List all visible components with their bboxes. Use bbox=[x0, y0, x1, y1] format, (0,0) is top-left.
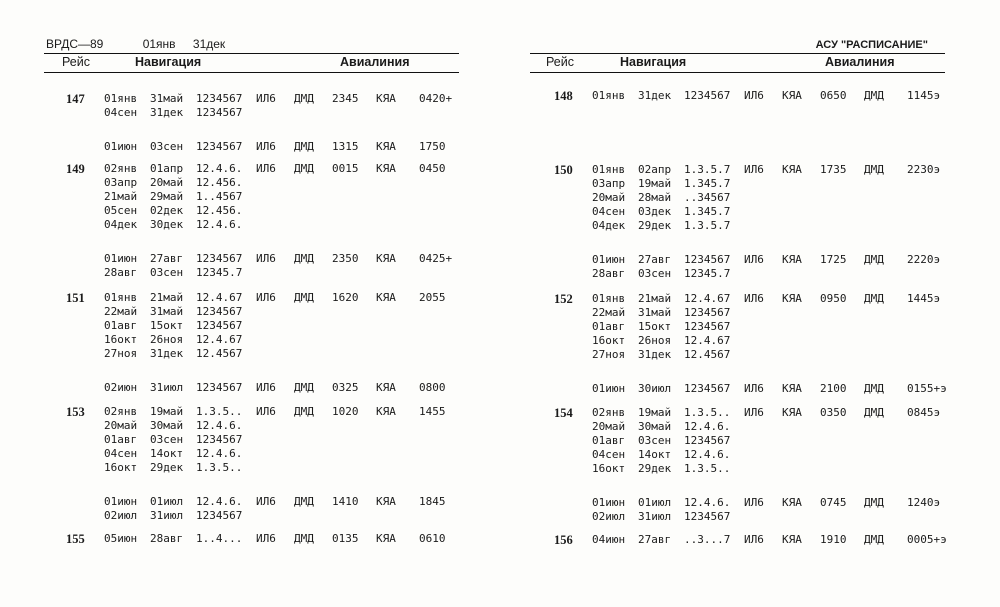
cell-to: 14окт bbox=[150, 447, 184, 460]
cell-t2: 1145э bbox=[907, 89, 941, 102]
cell-days: 12.4.6. bbox=[196, 495, 243, 508]
cell-ac: ИЛ6 bbox=[256, 252, 276, 265]
cell-t1: 0135 bbox=[332, 532, 359, 545]
cell-t2: 0845э bbox=[907, 406, 941, 419]
cell-days: 1234567 bbox=[196, 319, 243, 332]
cell-to: 19май bbox=[638, 177, 672, 190]
cell-from: 04сен bbox=[104, 106, 138, 119]
cell-to: 27авг bbox=[638, 533, 672, 546]
flight-number: 147 bbox=[66, 92, 85, 106]
cell-ac: ИЛ6 bbox=[256, 140, 276, 153]
cell-ac: ИЛ6 bbox=[744, 382, 764, 395]
col-navigation: Навигация bbox=[135, 55, 202, 69]
cell-from: 04дек bbox=[592, 219, 626, 232]
cell-t1: 1315 bbox=[332, 140, 359, 153]
cell-a1: КЯА bbox=[782, 533, 802, 546]
cell-to: 29май bbox=[150, 190, 184, 203]
header-rule-bottom bbox=[530, 72, 945, 73]
cell-from: 04сен bbox=[592, 205, 626, 218]
cell-days: 12.4.6. bbox=[196, 218, 243, 231]
cell-days: 1..4567 bbox=[196, 190, 243, 203]
cell-days: 12.4.6. bbox=[684, 420, 731, 433]
cell-from: 02июн bbox=[104, 381, 138, 394]
cell-days: 12.456. bbox=[196, 176, 243, 189]
cell-to: 03сен bbox=[150, 433, 184, 446]
cell-from: 01янв bbox=[592, 163, 626, 176]
cell-t2: 2220э bbox=[907, 253, 941, 266]
cell-from: 05сен bbox=[104, 204, 138, 217]
cell-t1: 1020 bbox=[332, 405, 359, 418]
cell-from: 01авг bbox=[104, 319, 138, 332]
cell-a1: КЯА bbox=[782, 253, 802, 266]
period-to: 31дек bbox=[192, 37, 226, 51]
cell-from: 27ноя bbox=[592, 348, 626, 361]
cell-to: 03дек bbox=[638, 205, 672, 218]
header-rule-top bbox=[530, 53, 945, 54]
cell-t2: 1240э bbox=[907, 496, 941, 509]
cell-days: 1234567 bbox=[196, 305, 243, 318]
cell-t1: 0350 bbox=[820, 406, 847, 419]
cell-from: 22май bbox=[104, 305, 138, 318]
cell-days: 1234567 bbox=[196, 92, 243, 105]
cell-to: 30май bbox=[638, 420, 672, 433]
cell-to: 30дек bbox=[150, 218, 184, 231]
cell-ac: ИЛ6 bbox=[744, 292, 764, 305]
cell-days: 1234567 bbox=[196, 381, 243, 394]
cell-t1: 0650 bbox=[820, 89, 847, 102]
cell-ac: ИЛ6 bbox=[256, 92, 276, 105]
cell-days: 1.3.5.. bbox=[684, 406, 731, 419]
cell-from: 20май bbox=[592, 420, 626, 433]
cell-t1: 1725 bbox=[820, 253, 847, 266]
cell-a1: КЯА bbox=[782, 382, 802, 395]
cell-to: 01апр bbox=[150, 162, 184, 175]
cell-from: 04сен bbox=[104, 447, 138, 460]
cell-from: 01июн bbox=[592, 496, 626, 509]
cell-to: 03сен bbox=[638, 434, 672, 447]
cell-days: 1234567 bbox=[196, 509, 243, 522]
cell-a1: ДМД bbox=[294, 291, 314, 304]
cell-t2: 0420+ bbox=[419, 92, 453, 105]
cell-from: 01янв bbox=[592, 89, 626, 102]
cell-to: 14окт bbox=[638, 448, 672, 461]
cell-days: 12.4.6. bbox=[196, 419, 243, 432]
cell-t2: 0155+э bbox=[907, 382, 947, 395]
cell-from: 01авг bbox=[592, 320, 626, 333]
cell-a2: КЯА bbox=[376, 381, 396, 394]
cell-to: 31май bbox=[150, 92, 184, 105]
cell-days: 1.3.5.. bbox=[684, 462, 731, 475]
cell-ac: ИЛ6 bbox=[256, 405, 276, 418]
cell-to: 01июл bbox=[150, 495, 184, 508]
cell-from: 04сен bbox=[592, 448, 626, 461]
cell-days: 12.4.67 bbox=[196, 333, 243, 346]
cell-t2: 0450 bbox=[419, 162, 446, 175]
cell-to: 02дек bbox=[150, 204, 184, 217]
cell-a1: КЯА bbox=[782, 89, 802, 102]
cell-a1: КЯА bbox=[782, 292, 802, 305]
cell-a2: КЯА bbox=[376, 252, 396, 265]
cell-days: 1.345.7 bbox=[684, 177, 731, 190]
cell-from: 03апр bbox=[104, 176, 138, 189]
cell-t1: 2350 bbox=[332, 252, 359, 265]
cell-t1: 0745 bbox=[820, 496, 847, 509]
cell-to: 29дек bbox=[638, 219, 672, 232]
cell-a1: ДМД bbox=[294, 532, 314, 545]
cell-days: 1234567 bbox=[196, 140, 243, 153]
cell-t2: 0610 bbox=[419, 532, 446, 545]
cell-a2: ДМД bbox=[864, 89, 884, 102]
cell-ac: ИЛ6 bbox=[256, 381, 276, 394]
cell-ac: ИЛ6 bbox=[744, 406, 764, 419]
cell-to: 30июл bbox=[638, 382, 672, 395]
cell-ac: ИЛ6 bbox=[256, 291, 276, 304]
cell-a2: ДМД bbox=[864, 382, 884, 395]
cell-a1: ДМД bbox=[294, 92, 314, 105]
cell-a2: ДМД bbox=[864, 533, 884, 546]
cell-a1: ДМД bbox=[294, 381, 314, 394]
cell-days: 1.3.5.. bbox=[196, 405, 243, 418]
cell-from: 04июн bbox=[592, 533, 626, 546]
cell-t1: 2100 bbox=[820, 382, 847, 395]
cell-to: 15окт bbox=[638, 320, 672, 333]
cell-a1: КЯА bbox=[782, 496, 802, 509]
cell-to: 31июл bbox=[150, 381, 184, 394]
cell-from: 01янв bbox=[104, 92, 138, 105]
cell-t1: 0950 bbox=[820, 292, 847, 305]
col-airline: Авиалиния bbox=[825, 55, 895, 69]
cell-to: 31дек bbox=[150, 347, 184, 360]
cell-from: 01янв bbox=[104, 291, 138, 304]
cell-t2: 1445э bbox=[907, 292, 941, 305]
cell-from: 01янв bbox=[592, 292, 626, 305]
cell-to: 28май bbox=[638, 191, 672, 204]
cell-days: 1234567 bbox=[684, 320, 731, 333]
cell-to: 26ноя bbox=[638, 334, 672, 347]
header-rule-bottom bbox=[44, 72, 459, 73]
cell-from: 01июн bbox=[592, 253, 626, 266]
cell-days: 12.4.67 bbox=[684, 334, 731, 347]
flight-number: 150 bbox=[554, 163, 573, 177]
right-page bbox=[500, 0, 1000, 607]
cell-days: 1234567 bbox=[684, 306, 731, 319]
cell-days: ..34567 bbox=[684, 191, 731, 204]
flight-number: 153 bbox=[66, 405, 85, 419]
cell-days: 1234567 bbox=[684, 434, 731, 447]
cell-a2: ДМД bbox=[864, 406, 884, 419]
cell-to: 29дек bbox=[150, 461, 184, 474]
cell-days: 1.3.5.. bbox=[196, 461, 243, 474]
cell-days: 12.4.6. bbox=[196, 447, 243, 460]
cell-to: 03сен bbox=[150, 140, 184, 153]
cell-to: 27авг bbox=[638, 253, 672, 266]
cell-days: 12.4.6. bbox=[684, 496, 731, 509]
cell-to: 31май bbox=[638, 306, 672, 319]
cell-a2: КЯА bbox=[376, 291, 396, 304]
cell-t2: 1845 bbox=[419, 495, 446, 508]
cell-days: 12345.7 bbox=[196, 266, 243, 279]
schedule-code: ВРДС—89 bbox=[46, 37, 104, 51]
cell-days: 12.456. bbox=[196, 204, 243, 217]
cell-from: 28авг bbox=[592, 267, 626, 280]
cell-days: 1234567 bbox=[684, 510, 731, 523]
cell-t1: 1410 bbox=[332, 495, 359, 508]
cell-t1: 1910 bbox=[820, 533, 847, 546]
system-title: АСУ "РАСПИСАНИЕ" bbox=[815, 39, 928, 51]
cell-from: 16окт bbox=[104, 461, 138, 474]
cell-days: 1234567 bbox=[196, 252, 243, 265]
cell-from: 27ноя bbox=[104, 347, 138, 360]
cell-to: 21май bbox=[150, 291, 184, 304]
cell-from: 02янв bbox=[592, 406, 626, 419]
cell-to: 28авг bbox=[150, 532, 184, 545]
cell-from: 01авг bbox=[592, 434, 626, 447]
cell-a2: КЯА bbox=[376, 495, 396, 508]
cell-a2: ДМД bbox=[864, 253, 884, 266]
header-rule-top bbox=[44, 53, 459, 54]
cell-to: 20май bbox=[150, 176, 184, 189]
cell-to: 19май bbox=[150, 405, 184, 418]
cell-days: 1234567 bbox=[684, 89, 731, 102]
cell-days: ..3...7 bbox=[684, 533, 731, 546]
cell-a2: ДМД bbox=[864, 292, 884, 305]
cell-a2: КЯА bbox=[376, 532, 396, 545]
cell-from: 02янв bbox=[104, 405, 138, 418]
flight-number: 156 bbox=[554, 533, 573, 547]
cell-t2: 0425+ bbox=[419, 252, 453, 265]
cell-a2: ДМД bbox=[864, 163, 884, 176]
cell-from: 01июн bbox=[104, 140, 138, 153]
cell-to: 29дек bbox=[638, 462, 672, 475]
cell-t2: 2230э bbox=[907, 163, 941, 176]
cell-from: 04дек bbox=[104, 218, 138, 231]
cell-days: 1.3.5.7 bbox=[684, 219, 731, 232]
cell-ac: ИЛ6 bbox=[744, 253, 764, 266]
cell-ac: ИЛ6 bbox=[256, 162, 276, 175]
cell-t1: 0325 bbox=[332, 381, 359, 394]
cell-days: 1234567 bbox=[196, 106, 243, 119]
cell-to: 01июл bbox=[638, 496, 672, 509]
right-header bbox=[816, 37, 942, 51]
cell-to: 31май bbox=[150, 305, 184, 318]
cell-days: 12.4.6. bbox=[684, 448, 731, 461]
flight-number: 154 bbox=[554, 406, 573, 420]
cell-days: 12.4.67 bbox=[196, 291, 243, 304]
col-flight: Рейс bbox=[62, 55, 90, 69]
cell-from: 16окт bbox=[104, 333, 138, 346]
cell-a2: ДМД bbox=[864, 496, 884, 509]
cell-to: 02апр bbox=[638, 163, 672, 176]
cell-ac: ИЛ6 bbox=[744, 496, 764, 509]
cell-days: 12.4567 bbox=[684, 348, 731, 361]
cell-from: 01июн bbox=[104, 495, 138, 508]
cell-days: 1234567 bbox=[196, 433, 243, 446]
cell-to: 15окт bbox=[150, 319, 184, 332]
cell-from: 20май bbox=[592, 191, 626, 204]
cell-a2: КЯА bbox=[376, 140, 396, 153]
cell-to: 03сен bbox=[150, 266, 184, 279]
cell-from: 01июн bbox=[592, 382, 626, 395]
cell-to: 31дек bbox=[150, 106, 184, 119]
cell-from: 22май bbox=[592, 306, 626, 319]
cell-a1: ДМД bbox=[294, 405, 314, 418]
cell-to: 31июл bbox=[638, 510, 672, 523]
cell-t2: 0005+э bbox=[907, 533, 947, 546]
cell-from: 05июн bbox=[104, 532, 138, 545]
cell-days: 1234567 bbox=[684, 382, 731, 395]
flight-number: 151 bbox=[66, 291, 85, 305]
cell-a1: КЯА bbox=[782, 406, 802, 419]
col-airline: Авиалиния bbox=[340, 55, 410, 69]
cell-to: 31июл bbox=[150, 509, 184, 522]
cell-days: 12345.7 bbox=[684, 267, 731, 280]
cell-days: 1.345.7 bbox=[684, 205, 731, 218]
flight-number: 149 bbox=[66, 162, 85, 176]
cell-days: 12.4.6. bbox=[196, 162, 243, 175]
cell-from: 02янв bbox=[104, 162, 138, 175]
cell-t2: 1455 bbox=[419, 405, 446, 418]
cell-t1: 0015 bbox=[332, 162, 359, 175]
cell-a1: ДМД bbox=[294, 495, 314, 508]
cell-a2: КЯА bbox=[376, 162, 396, 175]
cell-ac: ИЛ6 bbox=[744, 533, 764, 546]
cell-from: 01июн bbox=[104, 252, 138, 265]
col-navigation: Навигация bbox=[620, 55, 687, 69]
cell-to: 26ноя bbox=[150, 333, 184, 346]
cell-a2: КЯА bbox=[376, 405, 396, 418]
cell-to: 31дек bbox=[638, 89, 672, 102]
cell-t1: 1620 bbox=[332, 291, 359, 304]
cell-from: 01авг bbox=[104, 433, 138, 446]
cell-from: 28авг bbox=[104, 266, 138, 279]
cell-from: 16окт bbox=[592, 462, 626, 475]
flight-number: 152 bbox=[554, 292, 573, 306]
cell-t1: 2345 bbox=[332, 92, 359, 105]
cell-t2: 0800 bbox=[419, 381, 446, 394]
cell-from: 20май bbox=[104, 419, 138, 432]
cell-a1: ДМД bbox=[294, 140, 314, 153]
cell-from: 16окт bbox=[592, 334, 626, 347]
cell-from: 21май bbox=[104, 190, 138, 203]
cell-a1: ДМД bbox=[294, 252, 314, 265]
cell-t2: 1750 bbox=[419, 140, 446, 153]
flight-number: 148 bbox=[554, 89, 573, 103]
cell-t2: 2055 bbox=[419, 291, 446, 304]
cell-to: 03сен bbox=[638, 267, 672, 280]
cell-days: 1.3.5.7 bbox=[684, 163, 731, 176]
cell-a1: ДМД bbox=[294, 162, 314, 175]
cell-a1: КЯА bbox=[782, 163, 802, 176]
cell-t1: 1735 bbox=[820, 163, 847, 176]
cell-to: 30май bbox=[150, 419, 184, 432]
flight-number: 155 bbox=[66, 532, 85, 546]
cell-days: 1..4... bbox=[196, 532, 243, 545]
cell-ac: ИЛ6 bbox=[256, 495, 276, 508]
col-flight: Рейс bbox=[546, 55, 574, 69]
cell-ac: ИЛ6 bbox=[256, 532, 276, 545]
cell-to: 19май bbox=[638, 406, 672, 419]
cell-days: 12.4.67 bbox=[684, 292, 731, 305]
cell-a2: КЯА bbox=[376, 92, 396, 105]
cell-from: 02июл bbox=[592, 510, 626, 523]
cell-from: 03апр bbox=[592, 177, 626, 190]
cell-to: 21май bbox=[638, 292, 672, 305]
cell-to: 27авг bbox=[150, 252, 184, 265]
cell-days: 12.4567 bbox=[196, 347, 243, 360]
left-header bbox=[46, 37, 239, 51]
cell-days: 1234567 bbox=[684, 253, 731, 266]
cell-ac: ИЛ6 bbox=[744, 89, 764, 102]
period-from: 01янв bbox=[142, 37, 176, 51]
cell-to: 31дек bbox=[638, 348, 672, 361]
cell-ac: ИЛ6 bbox=[744, 163, 764, 176]
cell-from: 02июл bbox=[104, 509, 138, 522]
